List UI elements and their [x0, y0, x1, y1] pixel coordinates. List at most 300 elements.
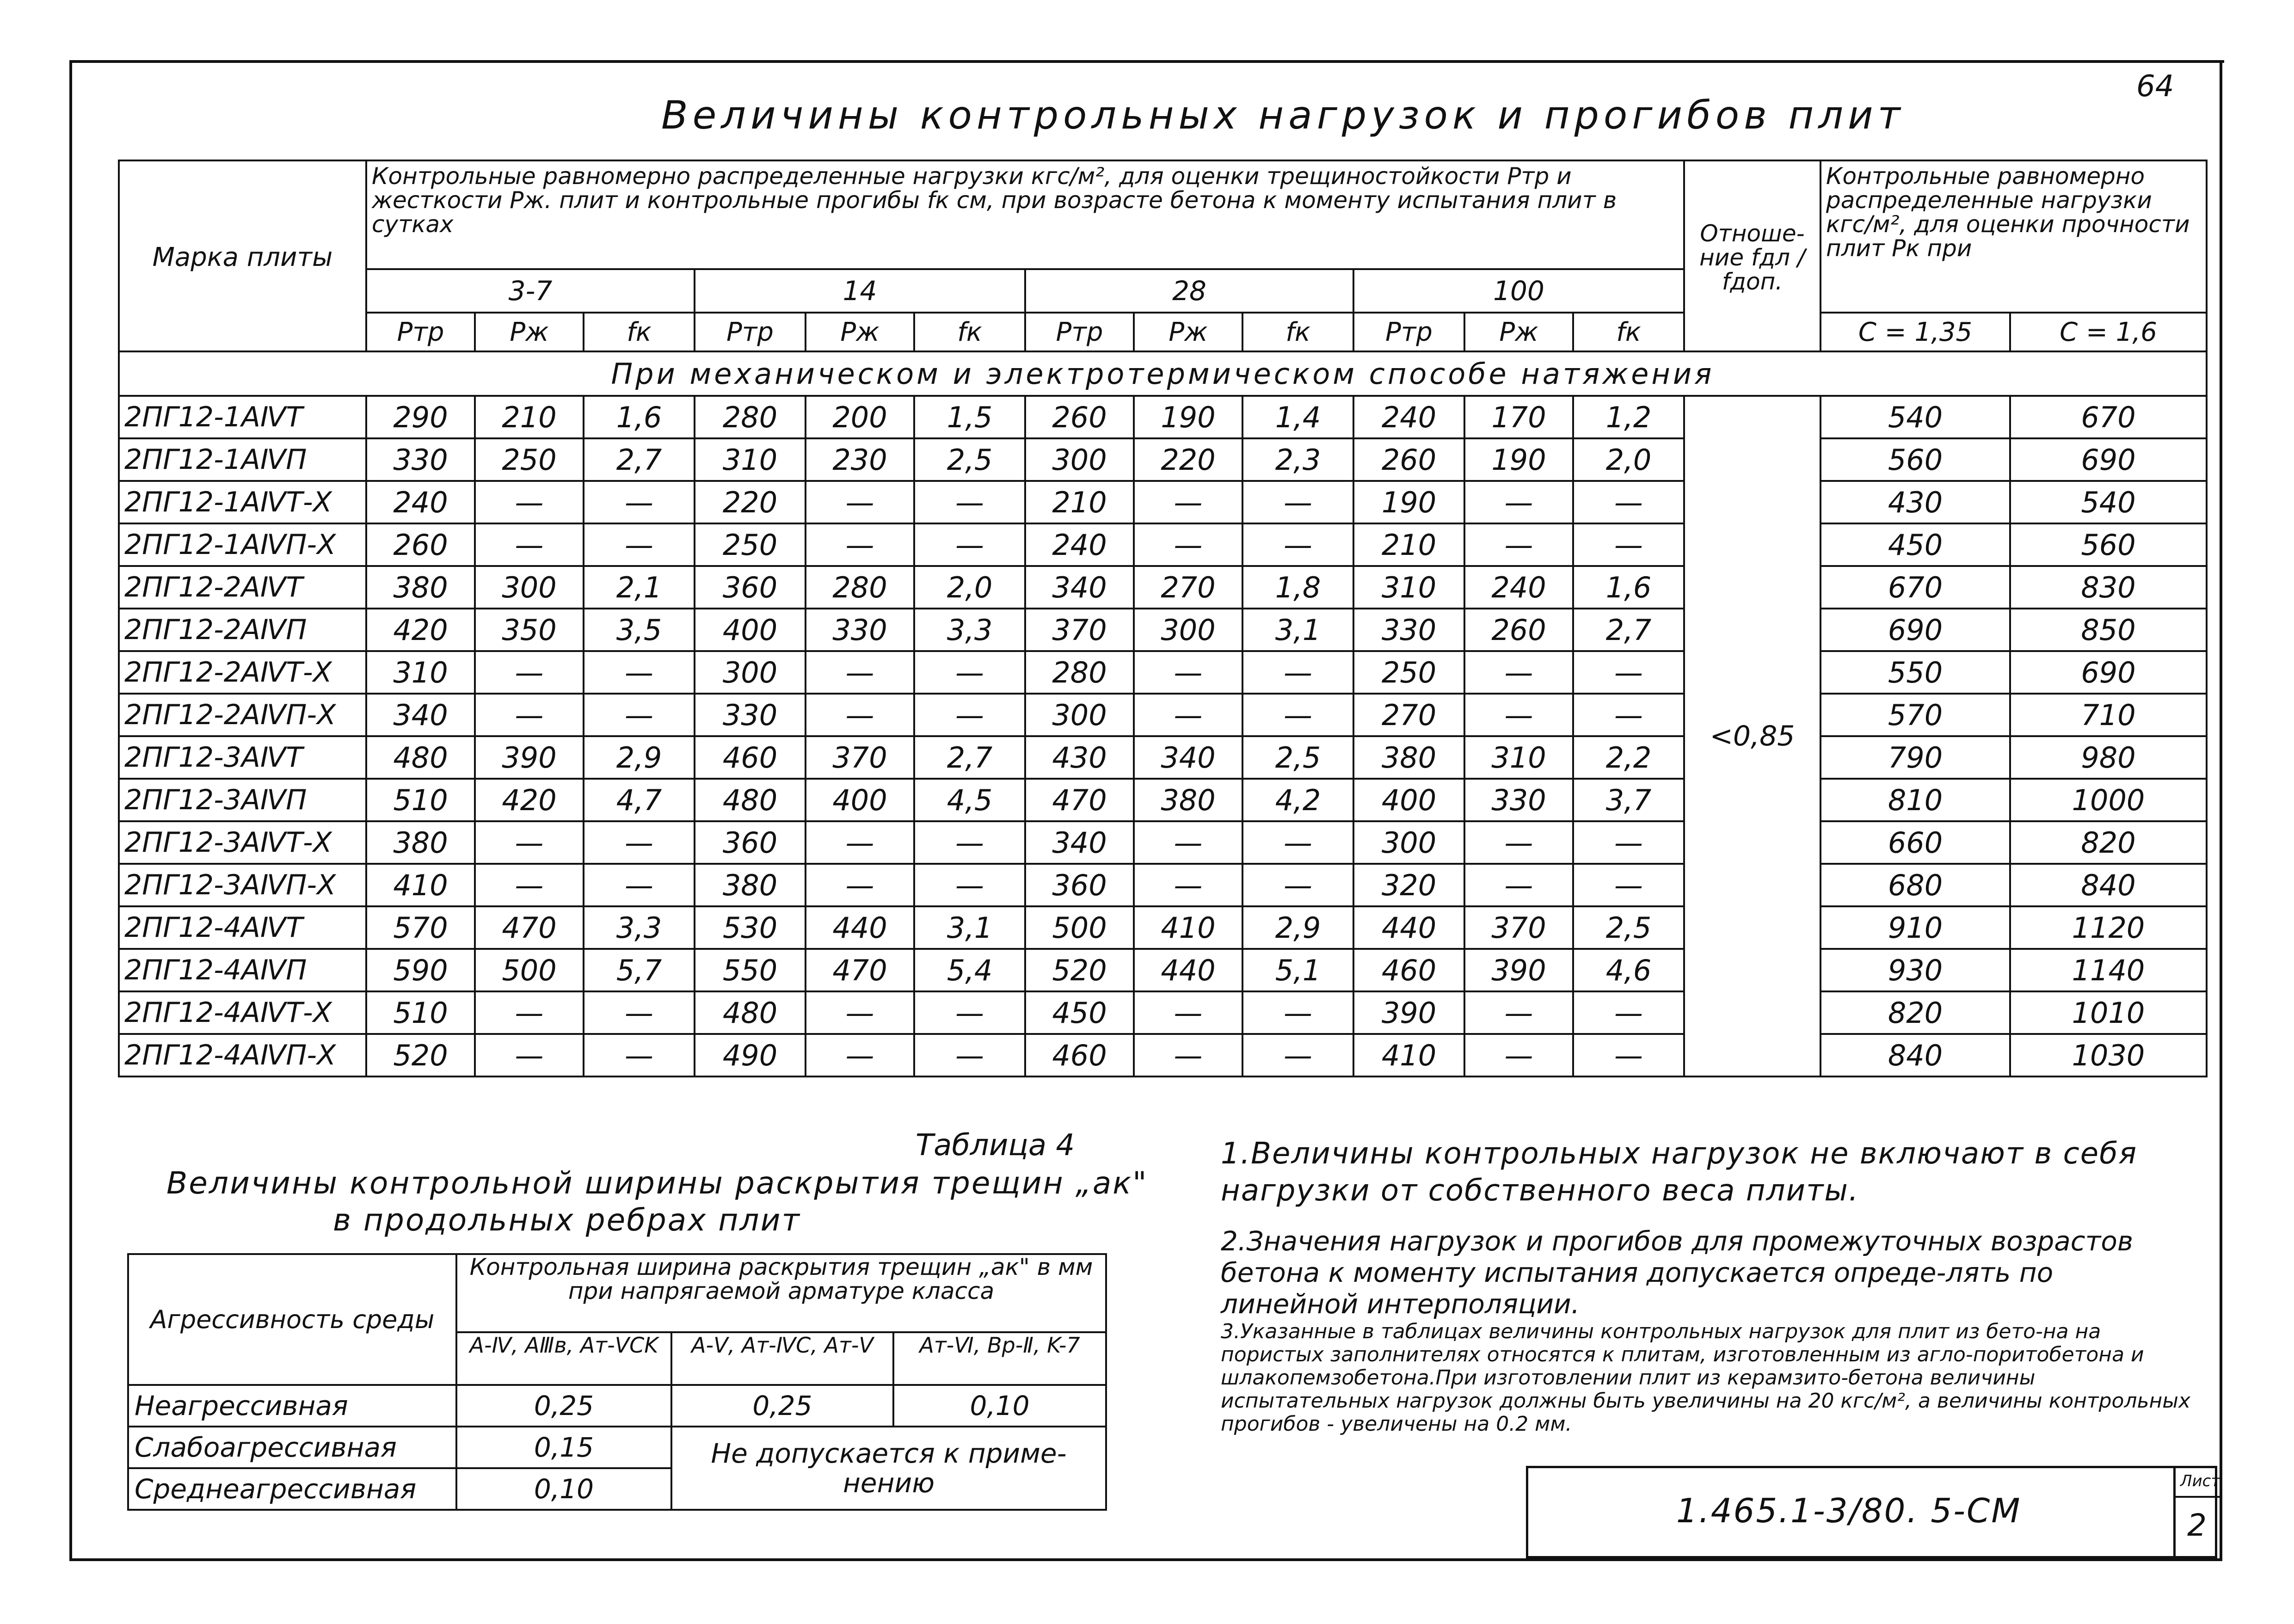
strength-value: 660 [1820, 821, 2010, 864]
load-value: 590 [366, 949, 475, 991]
load-value: — [1134, 1034, 1242, 1077]
load-value: — [584, 1034, 695, 1077]
load-value: — [1134, 991, 1242, 1034]
sub-header: Pж [1134, 313, 1242, 351]
load-value: 530 [695, 906, 806, 949]
load-value: — [584, 991, 695, 1034]
age-group: 3-7 [366, 269, 695, 313]
table-row [119, 991, 2207, 1034]
load-value: 300 [1025, 438, 1134, 481]
sub-header: fк [584, 313, 695, 351]
t4-value: 0,25 [671, 1385, 893, 1427]
load-value: 220 [1134, 438, 1242, 481]
load-value: 430 [1025, 736, 1134, 779]
plate-mark: 2ПГ12-3АⅣП-Х [119, 864, 366, 906]
load-value: — [1573, 1034, 1684, 1077]
load-value: — [806, 651, 914, 694]
plate-mark: 2ПГ12-3АⅣП [119, 779, 366, 821]
load-value: 2,2 [1573, 736, 1684, 779]
load-value: — [914, 991, 1025, 1034]
load-value: 360 [695, 821, 806, 864]
load-value: 260 [1353, 438, 1464, 481]
load-value: 1,6 [1573, 566, 1684, 609]
table-row [119, 821, 2207, 864]
load-value: 320 [1353, 864, 1464, 906]
load-value: 390 [1464, 949, 1573, 991]
load-value: 250 [1353, 651, 1464, 694]
t4-value: 0,15 [456, 1427, 671, 1468]
load-value: — [1464, 481, 1573, 523]
load-value: 310 [1464, 736, 1573, 779]
t4-not-allowed: Не допускается к приме-нению [671, 1427, 1106, 1510]
load-value: — [1242, 651, 1353, 694]
load-value: 520 [1025, 949, 1134, 991]
strength-value: 930 [1820, 949, 2010, 991]
frame-left-line [69, 60, 72, 1561]
load-value: 330 [695, 694, 806, 736]
load-value: 4,5 [914, 779, 1025, 821]
plate-mark: 2ПГ12-2АⅣТ [119, 566, 366, 609]
load-value: — [1573, 694, 1684, 736]
load-value: 3,3 [584, 906, 695, 949]
table4-title-line1: Величины контрольной ширины раскрытия трещин „aк" [166, 1165, 1148, 1201]
load-value: 480 [366, 736, 475, 779]
load-value: 400 [695, 609, 806, 651]
t4-env: Неагрессивная [128, 1385, 456, 1427]
load-value: 3,7 [1573, 779, 1684, 821]
ratio-value: <0,85 [1684, 396, 1820, 1077]
stamp-divider-h [2173, 1496, 2220, 1498]
load-value: 270 [1353, 694, 1464, 736]
sub-header: Pтр [695, 313, 806, 351]
load-value: 4,7 [584, 779, 695, 821]
load-value: 340 [1134, 736, 1242, 779]
load-value: — [914, 821, 1025, 864]
sub-header: fк [914, 313, 1025, 351]
load-value: 2,7 [584, 438, 695, 481]
load-value: — [806, 523, 914, 566]
load-value: 190 [1134, 396, 1242, 438]
load-value: 350 [475, 609, 584, 651]
table-row [119, 906, 2207, 949]
strength-value: 810 [1820, 779, 2010, 821]
load-value: 2,9 [584, 736, 695, 779]
plate-mark: 2ПГ12-3АⅣТ [119, 736, 366, 779]
strength-value: 430 [1820, 481, 2010, 523]
c-header: C = 1,35 [1820, 313, 2010, 351]
load-value: 340 [366, 694, 475, 736]
header-ratio: Отноше-ние fдл / fдоп. [1684, 160, 1820, 351]
load-value: — [914, 694, 1025, 736]
strength-value: 550 [1820, 651, 2010, 694]
load-value: — [1573, 991, 1684, 1034]
strength-value: 710 [2010, 694, 2207, 736]
t4-env: Слабоагрессивная [128, 1427, 456, 1468]
table-row [119, 651, 2207, 694]
load-value: 220 [695, 481, 806, 523]
t4-value: 0,10 [893, 1385, 1106, 1427]
load-value: 240 [1025, 523, 1134, 566]
main-table-body [119, 396, 2207, 1077]
load-value: 240 [1353, 396, 1464, 438]
note-3: 3.Указанные в таблицах величины контрольных нагрузок для плит из бето-на на пористых заполнителях относятся к плитам, изготовленным из агло-поритобетона и шлакопемзобетона.При изготовлении плит из керамзито-бетона величины испытательных нагрузок должны быть увеличины на 20 кгс/м², а величины контрольных прогибов - увеличены на 0.2 мм. [1221, 1320, 2191, 1436]
header-loads: Контрольные равномерно распределенные нагрузки кгс/м², для оценки трещиностойкости Pтр и жесткости Pж. плит и контрольные прогибы fк см, при возрасте бетона к моменту испытания плит в сутках [366, 160, 1684, 269]
age-group: 14 [695, 269, 1025, 313]
plate-mark: 2ПГ12-1АⅣТ [119, 396, 366, 438]
load-value: 360 [1025, 864, 1134, 906]
load-value: 370 [806, 736, 914, 779]
load-value: — [1573, 821, 1684, 864]
load-value: — [914, 651, 1025, 694]
load-value: 400 [1353, 779, 1464, 821]
strength-value: 450 [1820, 523, 2010, 566]
t4-env: Среднеагрессивная [128, 1468, 456, 1510]
table-row [119, 779, 2207, 821]
frame-top-line [69, 60, 2224, 63]
table-row [119, 438, 2207, 481]
table4-label: Таблица 4 [916, 1128, 1075, 1163]
sub-header: fк [1573, 313, 1684, 351]
load-value: 230 [806, 438, 914, 481]
load-value: 5,1 [1242, 949, 1353, 991]
load-value: 410 [1353, 1034, 1464, 1077]
load-value: 440 [806, 906, 914, 949]
strength-value: 1010 [2010, 991, 2207, 1034]
sub-header: fк [1242, 313, 1353, 351]
load-value: — [1242, 864, 1353, 906]
load-value: 490 [695, 1034, 806, 1077]
c-header: C = 1,6 [2010, 313, 2207, 351]
load-value: 420 [366, 609, 475, 651]
table-row [119, 609, 2207, 651]
plate-mark: 2ПГ12-2АⅣП-Х [119, 694, 366, 736]
load-value: 3,1 [914, 906, 1025, 949]
page-number: 64 [2136, 69, 2174, 104]
load-value: — [475, 523, 584, 566]
table-row [119, 736, 2207, 779]
load-value: — [1242, 481, 1353, 523]
load-value: 440 [1353, 906, 1464, 949]
load-value: — [1134, 864, 1242, 906]
load-value: 300 [475, 566, 584, 609]
load-value: 200 [806, 396, 914, 438]
load-value: 410 [1134, 906, 1242, 949]
frame-right-line [2220, 60, 2222, 1561]
load-value: 2,7 [914, 736, 1025, 779]
load-value: 170 [1464, 396, 1573, 438]
load-value: — [1573, 523, 1684, 566]
load-value: — [1134, 821, 1242, 864]
load-value: — [1134, 481, 1242, 523]
load-value: — [584, 481, 695, 523]
load-value: 340 [1025, 566, 1134, 609]
load-value: 190 [1464, 438, 1573, 481]
load-value: 460 [1353, 949, 1464, 991]
sub-header: Pтр [1025, 313, 1134, 351]
load-value: 460 [1025, 1034, 1134, 1077]
strength-value: 980 [2010, 736, 2207, 779]
load-value: 280 [695, 396, 806, 438]
load-value: 420 [475, 779, 584, 821]
load-value: 1,8 [1242, 566, 1353, 609]
load-value: 470 [475, 906, 584, 949]
load-value: — [475, 694, 584, 736]
load-value: 380 [366, 821, 475, 864]
load-value: 280 [806, 566, 914, 609]
document-code: 1.465.1-3/80. 5-СМ [1676, 1491, 2022, 1530]
load-value: — [584, 694, 695, 736]
load-value: — [1242, 991, 1353, 1034]
load-value: — [806, 821, 914, 864]
load-value: 310 [1353, 566, 1464, 609]
load-value: — [806, 694, 914, 736]
load-value: 2,5 [1573, 906, 1684, 949]
table-row [119, 523, 2207, 566]
load-value: — [475, 1034, 584, 1077]
load-value: 190 [1353, 481, 1464, 523]
strength-value: 540 [1820, 396, 2010, 438]
load-value: 570 [366, 906, 475, 949]
load-value: 280 [1025, 651, 1134, 694]
load-value: 210 [1025, 481, 1134, 523]
strength-value: 790 [1820, 736, 2010, 779]
section-row: При механическом и электротермическом способе натяжения [119, 351, 2207, 396]
sheet-label: Лист [2180, 1472, 2220, 1490]
load-value: 2,3 [1242, 438, 1353, 481]
load-value: — [1242, 523, 1353, 566]
strength-value: 830 [2010, 566, 2207, 609]
load-value: 2,1 [584, 566, 695, 609]
load-value: 450 [1025, 991, 1134, 1034]
load-value: 380 [1353, 736, 1464, 779]
load-value: — [806, 864, 914, 906]
sub-header: Pтр [1353, 313, 1464, 351]
load-value: — [914, 864, 1025, 906]
load-value: 250 [475, 438, 584, 481]
load-value: 470 [1025, 779, 1134, 821]
age-group: 28 [1025, 269, 1353, 313]
note-2: 2.Значения нагрузок и прогибов для промежуточных возрастов бетона к моменту испытания допускается опреде-лять по линейной интерполяции. [1221, 1225, 2134, 1320]
load-value: 3,5 [584, 609, 695, 651]
load-value: — [1134, 694, 1242, 736]
plate-mark: 2ПГ12-1АⅣТ-Х [119, 481, 366, 523]
load-value: 3,3 [914, 609, 1025, 651]
load-value: 270 [1134, 566, 1242, 609]
load-value: 500 [1025, 906, 1134, 949]
load-value: — [475, 991, 584, 1034]
strength-value: 1000 [2010, 779, 2207, 821]
strength-value: 540 [2010, 481, 2207, 523]
table4-title-line2: в продольных ребрах плит [333, 1202, 801, 1238]
strength-value: 1120 [2010, 906, 2207, 949]
age-group: 100 [1353, 269, 1684, 313]
t4-class: A-Ⅳ, AⅢв, Aт-ⅤCK [456, 1332, 671, 1385]
load-value: 330 [1353, 609, 1464, 651]
load-value: 480 [695, 991, 806, 1034]
load-value: 4,2 [1242, 779, 1353, 821]
strength-value: 1140 [2010, 949, 2207, 991]
strength-value: 690 [1820, 609, 2010, 651]
load-value: 1,4 [1242, 396, 1353, 438]
load-value: — [1464, 651, 1573, 694]
control-loads-table [118, 160, 2208, 1077]
load-value: 370 [1025, 609, 1134, 651]
load-value: 380 [366, 566, 475, 609]
plate-mark: 2ПГ12-4АⅣТ [119, 906, 366, 949]
load-value: — [1464, 523, 1573, 566]
load-value: — [914, 481, 1025, 523]
load-value: 2,7 [1573, 609, 1684, 651]
stamp-divider [2173, 1468, 2176, 1556]
strength-value: 690 [2010, 651, 2207, 694]
load-value: — [1464, 821, 1573, 864]
load-value: 500 [475, 949, 584, 991]
load-value: 300 [1025, 694, 1134, 736]
t4-value: 0,25 [456, 1385, 671, 1427]
load-value: 330 [366, 438, 475, 481]
load-value: 460 [695, 736, 806, 779]
title-block [1526, 1466, 2220, 1558]
strength-value: 1030 [2010, 1034, 2207, 1077]
sheet-number: 2 [2187, 1507, 2207, 1543]
note-1: 1.Величины контрольных нагрузок не включают в себя нагрузки от собственного веса плиты. [1221, 1137, 2138, 1208]
sub-header: Pж [475, 313, 584, 351]
plate-mark: 2ПГ12-3АⅣТ-Х [119, 821, 366, 864]
load-value: 300 [695, 651, 806, 694]
strength-value: 670 [1820, 566, 2010, 609]
plate-mark: 2ПГ12-4АⅣП [119, 949, 366, 991]
load-value: — [1242, 1034, 1353, 1077]
load-value: 1,5 [914, 396, 1025, 438]
strength-value: 850 [2010, 609, 2207, 651]
load-value: 240 [366, 481, 475, 523]
load-value: — [584, 523, 695, 566]
t4-class: Aт-Ⅵ, Bр-Ⅱ, K-7 [893, 1332, 1106, 1385]
load-value: 480 [695, 779, 806, 821]
load-value: 240 [1464, 566, 1573, 609]
load-value: 330 [1464, 779, 1573, 821]
table-row [119, 694, 2207, 736]
load-value: 210 [1353, 523, 1464, 566]
load-value: 1,2 [1573, 396, 1684, 438]
load-value: 250 [695, 523, 806, 566]
load-value: 300 [1134, 609, 1242, 651]
load-value: 390 [475, 736, 584, 779]
load-value: — [584, 651, 695, 694]
strength-value: 560 [1820, 438, 2010, 481]
load-value: 370 [1464, 906, 1573, 949]
load-value: 2,0 [1573, 438, 1684, 481]
load-value: — [1573, 864, 1684, 906]
header-strength: Контрольные равномерно распределенные нагрузки кгс/м², для оценки прочности плит Pк при [1820, 160, 2207, 313]
t4-header-width: Контрольная ширина раскрытия трещин „aк" в мм при напрягаемой арматуре класса [456, 1254, 1106, 1332]
sub-header: Pж [1464, 313, 1573, 351]
load-value: 260 [366, 523, 475, 566]
load-value: 470 [806, 949, 914, 991]
plate-mark: 2ПГ12-2АⅣТ-Х [119, 651, 366, 694]
load-value: 5,7 [584, 949, 695, 991]
load-value: — [1242, 694, 1353, 736]
strength-value: 820 [1820, 991, 2010, 1034]
load-value: 4,6 [1573, 949, 1684, 991]
t4-value: 0,10 [456, 1468, 671, 1510]
t4-class: A-Ⅴ, Aт-ⅣC, Aт-Ⅴ [671, 1332, 893, 1385]
page-title: Величины контрольных нагрузок и прогибов плит [661, 92, 1905, 138]
load-value: 260 [1464, 609, 1573, 651]
load-value: 2,9 [1242, 906, 1353, 949]
load-value: 360 [695, 566, 806, 609]
strength-value: 670 [2010, 396, 2207, 438]
load-value: 510 [366, 779, 475, 821]
load-value: 510 [366, 991, 475, 1034]
load-value: — [914, 523, 1025, 566]
plate-mark: 2ПГ12-4АⅣП-Х [119, 1034, 366, 1077]
load-value: 3,1 [1242, 609, 1353, 651]
strength-value: 570 [1820, 694, 2010, 736]
sub-header: Pж [806, 313, 914, 351]
load-value: — [806, 991, 914, 1034]
load-value: 2,5 [914, 438, 1025, 481]
load-value: 380 [695, 864, 806, 906]
strength-value: 840 [1820, 1034, 2010, 1077]
table-row [119, 396, 2207, 438]
load-value: 290 [366, 396, 475, 438]
load-value: 2,5 [1242, 736, 1353, 779]
load-value: — [1464, 864, 1573, 906]
table-row [119, 566, 2207, 609]
load-value: — [1242, 821, 1353, 864]
load-value: 340 [1025, 821, 1134, 864]
load-value: 550 [695, 949, 806, 991]
load-value: 520 [366, 1034, 475, 1077]
load-value: 330 [806, 609, 914, 651]
load-value: — [1464, 694, 1573, 736]
load-value: — [475, 651, 584, 694]
table-row [119, 481, 2207, 523]
load-value: — [584, 864, 695, 906]
plate-mark: 2ПГ12-4АⅣТ-Х [119, 991, 366, 1034]
load-value: — [806, 481, 914, 523]
load-value: 400 [806, 779, 914, 821]
load-value: 310 [366, 651, 475, 694]
strength-value: 820 [2010, 821, 2207, 864]
load-value: — [475, 481, 584, 523]
strength-value: 690 [2010, 438, 2207, 481]
load-value: 260 [1025, 396, 1134, 438]
load-value: — [1134, 523, 1242, 566]
plate-mark: 2ПГ12-1АⅣП [119, 438, 366, 481]
table-row [119, 949, 2207, 991]
load-value: 440 [1134, 949, 1242, 991]
load-value: — [806, 1034, 914, 1077]
strength-value: 680 [1820, 864, 2010, 906]
strength-value: 910 [1820, 906, 2010, 949]
load-value: 300 [1353, 821, 1464, 864]
load-value: 390 [1353, 991, 1464, 1034]
load-value: 380 [1134, 779, 1242, 821]
load-value: 210 [475, 396, 584, 438]
header-mark: Марка плиты [119, 160, 366, 351]
load-value: — [1464, 991, 1573, 1034]
load-value: 410 [366, 864, 475, 906]
plate-mark: 2ПГ12-2АⅣП [119, 609, 366, 651]
t4-header-env: Агрессивность среды [128, 1254, 456, 1385]
load-value: — [1134, 651, 1242, 694]
load-value: — [914, 1034, 1025, 1077]
sub-header: Pтр [366, 313, 475, 351]
load-value: 310 [695, 438, 806, 481]
load-value: 1,6 [584, 396, 695, 438]
